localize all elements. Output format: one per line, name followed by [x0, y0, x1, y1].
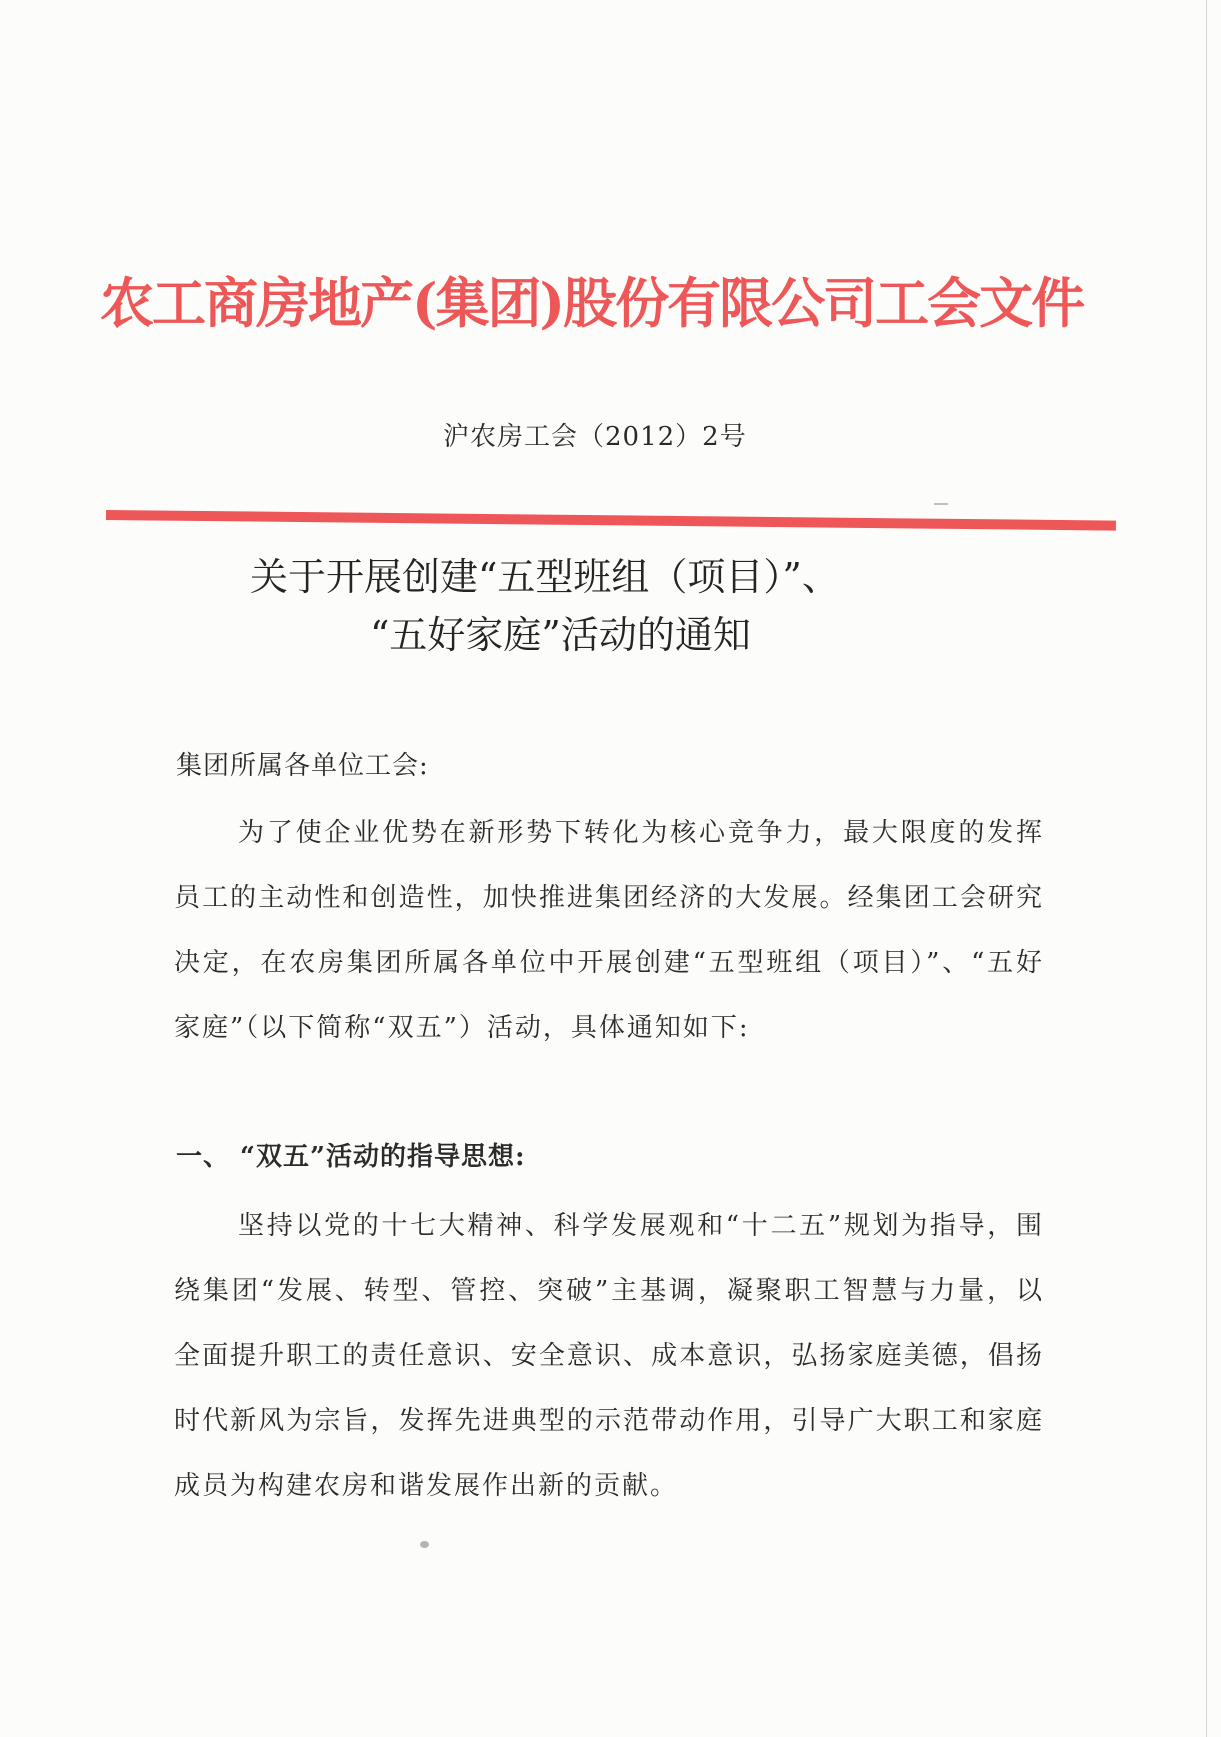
- section-heading-1: 一、 “双五”活动的指导思想:: [176, 1142, 526, 1172]
- body-paragraph-2: 坚持以党的十七大精神、科学发展观和“十二五”规划为指导，围绕集团“发展、转型、管控、突破”主基调，凝聚职工智慧与力量，以全面提升职工的责任意识、安全意识、成本意识，弘扬家庭美德，倡扬时代新风为宗旨，发挥先进典型的示范带动作用，引导广大职工和家庭成员为构建农房和谐发展作出新的贡献。: [174, 1211, 1044, 1501]
- notice-title-line-2: “五好家庭”活动的通知: [370, 613, 751, 657]
- scan-speck: [420, 1541, 429, 1548]
- salutation: 集团所属各单位工会:: [176, 751, 429, 781]
- scan-edge-line: [1206, 0, 1207, 1737]
- red-divider-rule: [106, 510, 1116, 531]
- notice-title-line-1: 关于开展创建“五型班组（项目）”、: [250, 555, 840, 599]
- notice-title: [250, 548, 1070, 664]
- scan-mark: [934, 503, 948, 505]
- body-paragraph-1: 为了使企业优势在新形势下转化为核心竞争力，最大限度的发挥员工的主动性和创造性，加快推进集团经济的大发展。经集团工会研究决定，在农房集团所属各单位中开展创建“五型班组（项目）”、“五好家庭”（以下简称“双五”）活动，具体通知如下:: [174, 818, 1044, 1043]
- masthead-title: 农工商房地产(集团)股份有限公司工会文件: [100, 271, 1084, 335]
- document-number: 沪农房工会（2012）2号: [443, 422, 747, 452]
